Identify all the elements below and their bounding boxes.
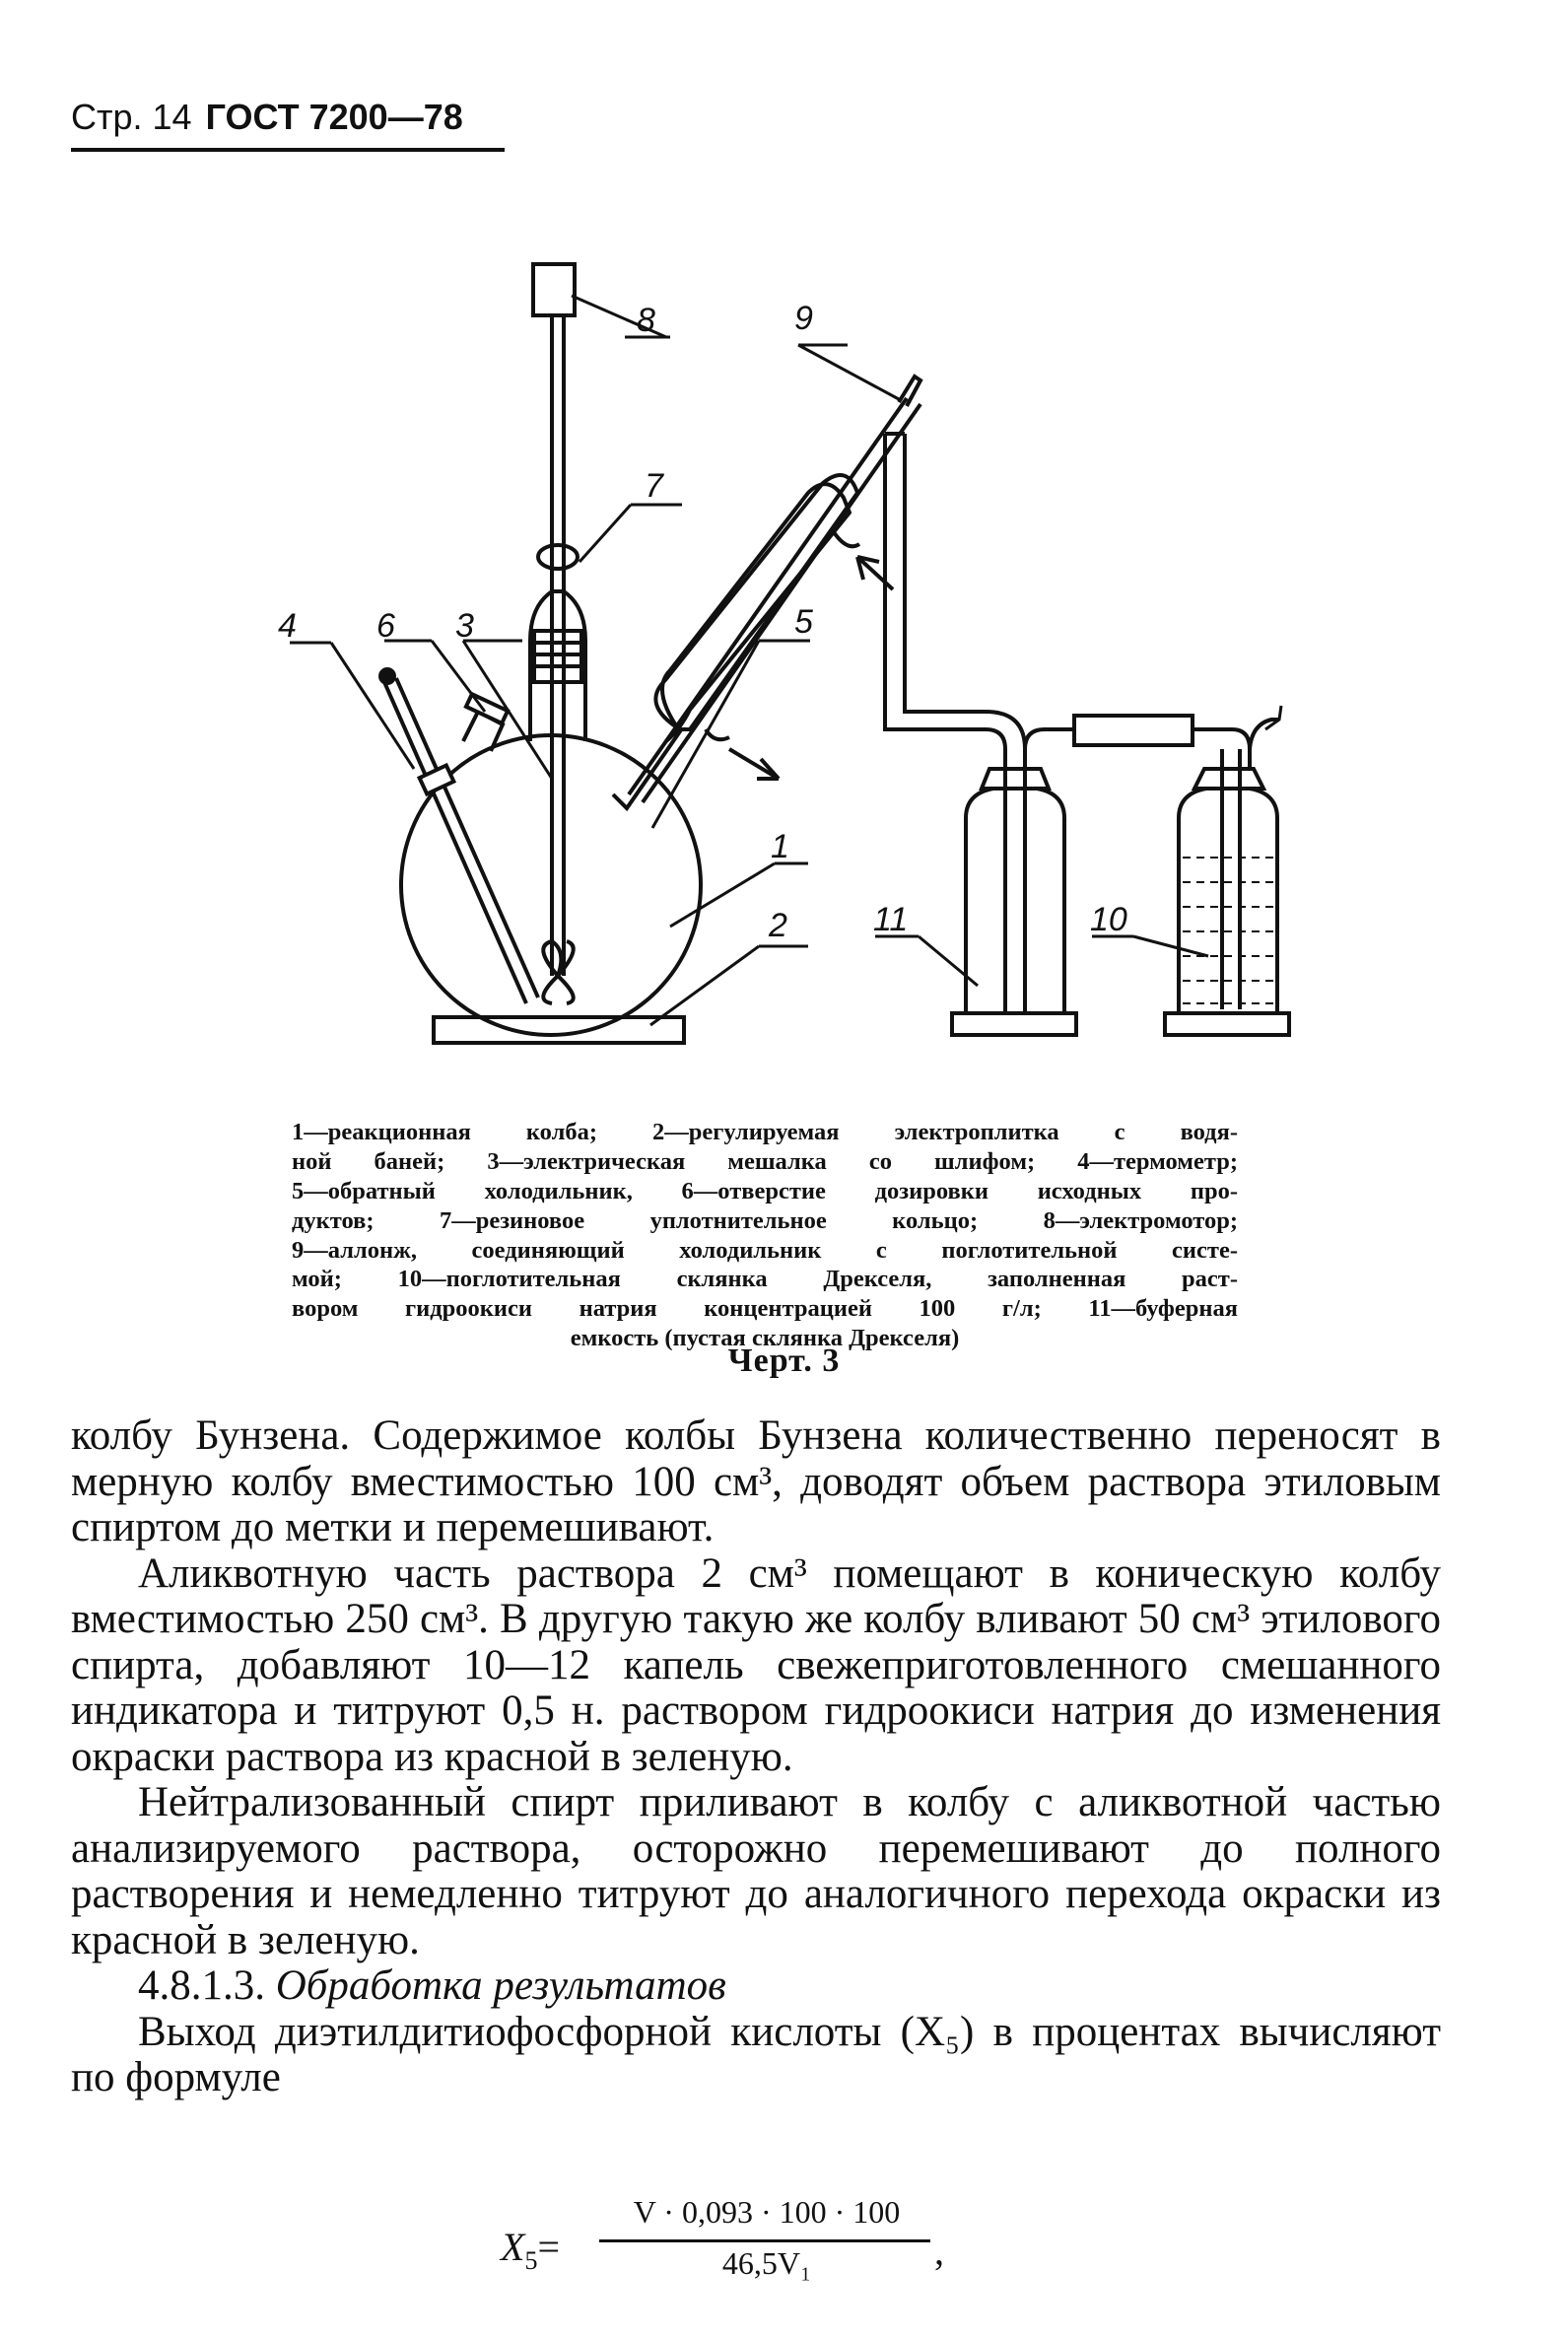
- figure-caption: [292, 1118, 1238, 1353]
- label-2: 2: [769, 907, 787, 944]
- figure-title: Черт. 3: [727, 1342, 841, 1379]
- drechsel-bottle: [1179, 789, 1277, 1013]
- caption-line: мой; 10—поглотительная склянка Дрекселя, заполненная раст-: [292, 1266, 1238, 1293]
- label-1: 1: [771, 828, 789, 865]
- formula-denominator: 46,5V₁: [721, 2245, 812, 2281]
- caption-line: ной баней; 3—электрическая мешалка со шлифом; 4—термометр;: [292, 1147, 1238, 1175]
- buffer-bottle: [966, 789, 1064, 1013]
- paragraph: Аликвотную часть раствора 2 см³ помещают в коническую колбу вместимостью 250 см³. В другую такую же колбу вливают 50 см³ этилового спирта, добавляют 10—12 капель свежеприготовленного смешанного индикатора и титруют 0,5 н. раствором гидроокиси натрия до изменения окраски раствора из красной в зеленую.: [71, 1549, 1441, 1780]
- electric-motor: [533, 264, 575, 315]
- standard-code: ГОСТ 7200—78: [205, 97, 463, 137]
- caption-line: емкость (пустая склянка Дрекселя): [570, 1325, 960, 1352]
- body-text: [71, 1413, 1441, 2101]
- section-title: Обработка результатов: [275, 1962, 726, 2009]
- fraction-bar: [599, 2239, 930, 2242]
- label-7: 7: [645, 467, 663, 505]
- paragraph: Нейтрализованный спирт приливают в колбу с аликвотной частью анализируемого раствора, осторожно перемешивают до полного растворения и немедленно титруют до аналогичного перехода окраски из красной в зеленую.: [71, 1779, 1441, 1963]
- label-5: 5: [794, 603, 813, 641]
- label-4: 4: [278, 607, 297, 645]
- formula-comma: ,: [934, 2229, 944, 2273]
- rubber-ring: [538, 545, 578, 569]
- paragraph: Выход диэтилдитиофосфорной кислоты (X₅) в процентах вычисляют по формуле: [71, 2008, 1441, 2100]
- formula-numerator: V · 0,093 · 100 · 100: [633, 2194, 901, 2230]
- stirrer-blades: [543, 941, 573, 1003]
- paragraph: колбу Бунзена. Содержимое колбы Бунзена количественно переносят в мерную колбу вместимостью 100 см³, доводят объем раствора этиловым спиртом до метки и перемешивают.: [71, 1412, 1441, 1550]
- label-9: 9: [794, 300, 813, 337]
- caption-line: 1—реакционная колба; 2—регулируемая электроплитка с водя-: [292, 1119, 1238, 1145]
- caption-line: дуктов; 7—резиновое уплотнительное кольцо; 8—электромотор;: [292, 1206, 1238, 1234]
- liquid-level: [1183, 858, 1273, 1003]
- section-number: 4.8.1.3.: [138, 1962, 265, 2009]
- label-3: 3: [455, 607, 474, 645]
- label-11: 11: [873, 901, 909, 938]
- label-8: 8: [637, 302, 655, 339]
- rubber-connector: [1074, 716, 1193, 745]
- section-heading: [71, 1963, 1441, 2010]
- label-6: 6: [376, 607, 395, 645]
- caption-line: 5—обратный холодильник, 6—отверстие дозировки исходных про-: [292, 1177, 1238, 1204]
- caption-line: вором гидроокиси натрия концентрацией 100 г/л; 11—буферная: [292, 1295, 1238, 1323]
- hot-plate: [434, 1017, 684, 1043]
- label-10: 10: [1090, 901, 1127, 938]
- apparatus-diagram: [0, 0, 1568, 1104]
- caption-line: 9—аллонж, соединяющий холодильник с поглотительной систе-: [292, 1236, 1238, 1264]
- formula-lhs: $X_5=$: [501, 2225, 560, 2275]
- page-number: Стр. 14: [71, 97, 192, 137]
